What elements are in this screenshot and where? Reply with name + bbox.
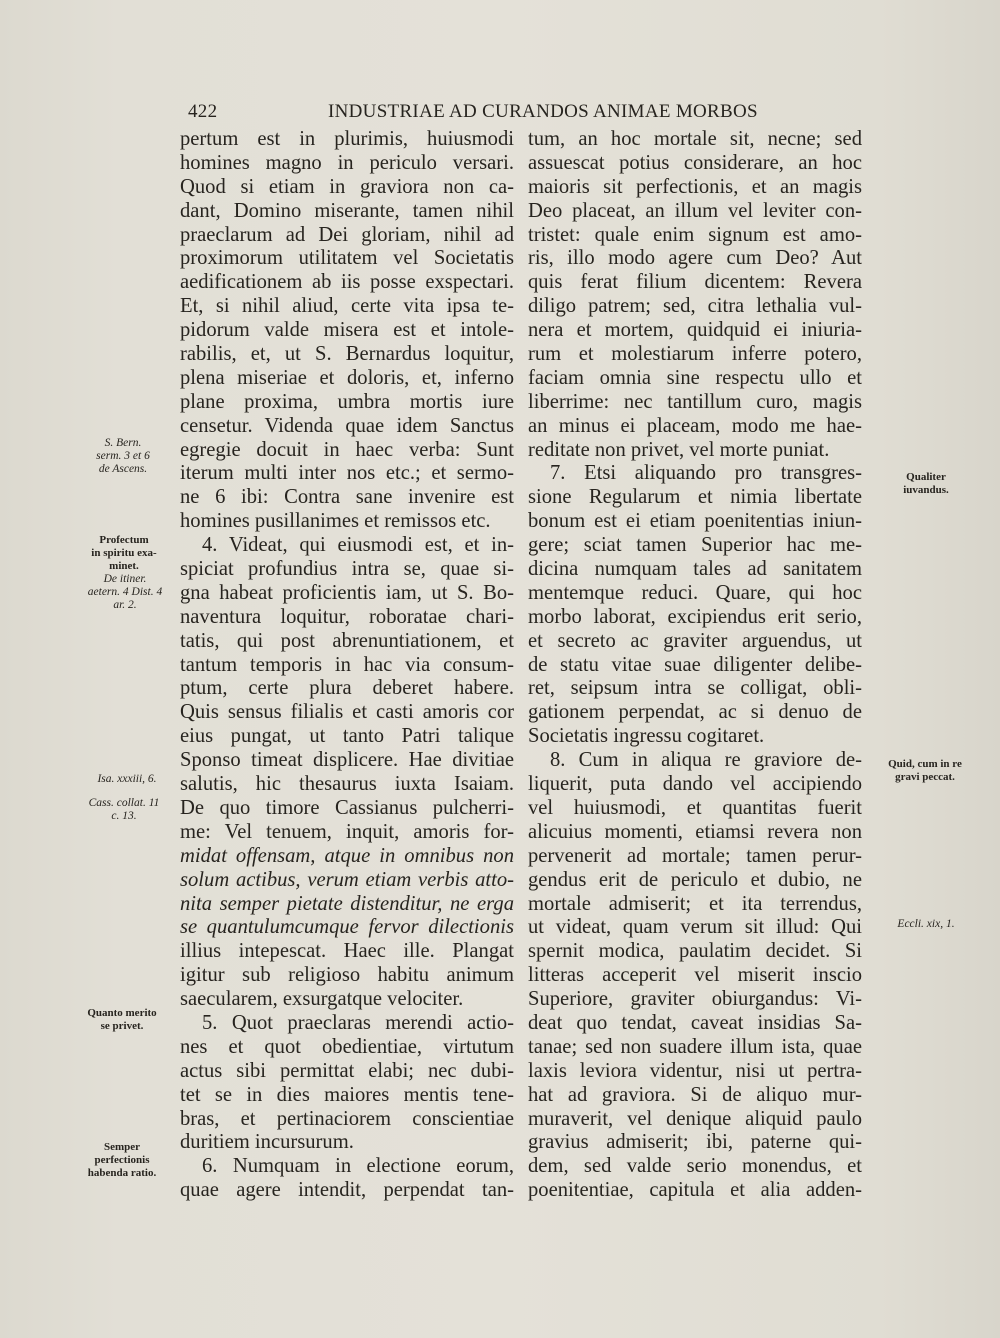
text-line: aedificationem ab iis posse exspectari. xyxy=(180,271,514,294)
margin-note-qualiter: Qualiter iuvandus. xyxy=(903,471,949,496)
text-line: faciam omnia sine respectu ullo et xyxy=(528,366,862,389)
text-line: ne 6 ibi: Contra sane invenire est xyxy=(180,486,514,509)
text-line: sione Regularum et nimia libertate xyxy=(528,486,862,509)
text-line: illius intepescat. Haec ille. Plangat xyxy=(180,940,514,963)
text-line: alicuius momenti, etiamsi revera non xyxy=(528,820,862,843)
text-line: deat quo tendat, caveat insidias Sa- xyxy=(528,1011,862,1034)
paragraph-start: 6. Numquam in electione eorum, xyxy=(202,1155,514,1178)
right-text-column xyxy=(528,128,862,1203)
text-line: gere; sciat tamen Superior hac me- xyxy=(528,534,862,557)
text-line: bonum est ei etiam poenitentias iniun- xyxy=(528,510,862,533)
text-line: Sponso timeat displicere. Hae divitiae xyxy=(180,749,514,772)
text-line: spernit modica, paulatim decidet. Si xyxy=(528,940,862,963)
text-line: Et, si nihil aliud, certe vita ipsa te- xyxy=(180,295,514,318)
margin-note-semper: Semper perfectionis habenda ratio. xyxy=(87,1141,157,1179)
text-line: liquerit, puta dando vel accipiendo xyxy=(528,773,862,796)
text-line: rabilis, et, ut S. Bernardus loquitur, xyxy=(180,343,514,366)
text-line: quae agere intendit, perpendat tan- xyxy=(180,1179,514,1202)
text-line: assuescat potius considerare, an hoc xyxy=(528,151,862,174)
running-head xyxy=(188,101,868,127)
margin-note-ecclesiasticus: Eccli. xix, 1. xyxy=(897,918,955,930)
text-line: naventura loquitur, roboratae chari- xyxy=(180,605,514,628)
text-line: proximorum utilitatem vel Societatis xyxy=(180,247,514,270)
text-line: et secreto ac graviter arguendus, ut xyxy=(528,629,862,652)
text-line: Societatis ingressu cogitaret. xyxy=(528,725,765,748)
text-line: hat ad graviora. Si de aliquo mur- xyxy=(528,1083,862,1106)
text-line: homines magno in periculo versari. xyxy=(180,151,514,174)
text-line: praeclarum ad Dei gloriam, nihil ad xyxy=(180,223,514,246)
paragraph-start: 7. Etsi aliquando pro transgres- xyxy=(550,462,862,485)
text-line: tet se in dies maiores mentis tene- xyxy=(180,1083,514,1106)
margin-note-cassian: Cass. collat. 11 c. 13. xyxy=(88,797,160,822)
text-line: saecularem, exsurgatque velociter. xyxy=(180,988,464,1011)
text-line: tanae; sed non suadere illum ista, quae xyxy=(528,1035,862,1058)
quoted-text-line: solum actibus, verum etiam verbis atto- xyxy=(180,868,514,891)
text-line: ris, illo modo agere cum Deo? Aut xyxy=(528,247,862,270)
text-line: de statu vitae suae diligenter delibe- xyxy=(528,653,862,676)
text-line: actus sibi permittat elabi; nec dubi- xyxy=(180,1059,514,1082)
paragraph-start: 4. Videat, qui eiusmodi est, et in- xyxy=(202,534,514,557)
paragraph-start: 5. Quot praeclaras merendi actio- xyxy=(202,1011,514,1034)
text-line: spiciat profundius intra se, quae si- xyxy=(180,558,514,581)
margin-note-quid-cum: Quid, cum in re gravi peccat. xyxy=(888,758,962,783)
text-line: mortale admiserit; et ita terrendus, xyxy=(528,892,862,915)
text-line: maioris sit perfectionis, et an magis xyxy=(528,175,862,198)
text-line: dicina numquam tales ad sanitatem xyxy=(528,558,862,581)
quoted-text-line: se quantulumcumque fervor dilectionis xyxy=(180,916,514,939)
text-line: igitur sub religioso habitu animum xyxy=(180,964,514,987)
text-line: pertum est in plurimis, huiusmodi xyxy=(180,128,514,150)
text-line: liberrime: nec tantillum curo, magis xyxy=(528,390,862,413)
text-line: morbo laborat, excipiendus erit serio, xyxy=(528,605,862,628)
text-line: mentemque reduci. Quare, qui hoc xyxy=(528,581,862,604)
page-number: 422 xyxy=(188,101,218,122)
text-line: Deo placeat, an illum vel leviter con- xyxy=(528,199,862,222)
left-text-column xyxy=(180,128,514,1203)
text-line: me: Vel tenuem, inquit, amoris for- xyxy=(180,820,514,843)
quoted-text-line: midat offensam, atque in omnibus non xyxy=(180,844,514,867)
text-line: ut videat, quam verum sit illud: Qui xyxy=(528,916,862,939)
text-line: Superiore, graviter obiurgandus: Vi- xyxy=(528,988,862,1011)
text-line: eius pungat, ut tanto Patri talique xyxy=(180,725,514,748)
text-line: pidorum valde misera est et intole- xyxy=(180,319,514,342)
text-line: diligo patrem; sed, citra lethalia vul- xyxy=(528,295,862,318)
text-line: duritiem incursurum. xyxy=(180,1131,354,1154)
text-line: nes et quot obedientiae, virtutum xyxy=(180,1035,514,1058)
text-line: gendus erit de periculo et dubio, ne xyxy=(528,868,862,891)
text-line: ret, seipsum intra se colligat, obli- xyxy=(528,677,862,700)
text-line: tum, an hoc mortale sit, necne; sed xyxy=(528,128,862,150)
text-line: tristet: quale enim signum est amo- xyxy=(528,223,862,246)
margin-note-profectum: Profectum in spiritu exa- minet. xyxy=(91,534,157,572)
text-line: iterum multi inter nos etc.; et sermo- xyxy=(180,462,514,485)
text-line: ptum, certe plura deberet habere. xyxy=(180,677,514,700)
text-line: censetur. Videnda quae idem Sanctus xyxy=(180,414,514,437)
text-line: muraverit, vel denique aliquid paulo xyxy=(528,1107,862,1130)
text-line: reditate non privet, vel morte puniat. xyxy=(528,438,830,461)
text-line: quis ferat filium dicentem: Revera xyxy=(528,271,862,294)
text-line: dant, Domino miserante, tamen nihil xyxy=(180,199,514,222)
text-line: rum et molestiarum inferre potero, xyxy=(528,343,862,366)
text-line: plane proxima, umbra mortis iure xyxy=(180,390,514,413)
text-line: De quo timore Cassianus pulcherri- xyxy=(180,796,514,819)
text-line: homines pusillanimes et remissos etc. xyxy=(180,510,491,533)
text-line: bras, et pertinaciorem conscientiae xyxy=(180,1107,514,1130)
text-line: an minus ei placeam, modo me hae- xyxy=(528,414,862,437)
text-line: egregie docuit in haec verba: Sunt xyxy=(180,438,514,461)
text-line: litteras acceperit vel miserit inscio xyxy=(528,964,862,987)
text-line: pervenerit ad mortale; tamen perur- xyxy=(528,844,862,867)
text-line: dem, sed valde serio monendus, et xyxy=(528,1155,862,1178)
text-line: gationem perpendat, ac si denuo de xyxy=(528,701,862,724)
quoted-text-line: nita semper pietate distenditur, ne erga xyxy=(180,892,514,915)
text-line: salutis, hic thesaurus iuxta Isaiam. xyxy=(180,773,514,796)
running-title: INDUSTRIAE AD CURANDOS ANIMAE MORBOS xyxy=(328,101,758,122)
text-line: Quis sensus filialis et casti amoris cor xyxy=(180,701,514,724)
margin-note-quanto-merito: Quanto merito se privet. xyxy=(87,1007,157,1032)
text-line: tantum temporis in hac via consum- xyxy=(180,653,514,676)
margin-note-itinerarium: De itiner. aetern. 4 Dist. 4 ar. 2. xyxy=(87,573,163,611)
text-line: plena miseriae et doloris, et, inferno xyxy=(180,366,514,389)
margin-note-isaiah: Isa. xxxiii, 6. xyxy=(97,773,157,785)
text-line: tatis, qui post abrenuntiationem, et xyxy=(180,629,514,652)
text-line: laxis leviora videntur, nisi ut pertra- xyxy=(528,1059,862,1082)
paragraph-start: 8. Cum in aliqua re graviore de- xyxy=(550,749,862,772)
text-line: vel huiusmodi, et quantitas fuerit xyxy=(528,796,862,819)
text-line: poenitentiae, capitula et alia adden- xyxy=(528,1179,862,1202)
text-line: gravius admiserit; ibi, paterne qui- xyxy=(528,1131,862,1154)
text-line: Quod si etiam in graviora non ca- xyxy=(180,175,514,198)
margin-note-bernard: S. Bern. serm. 3 et 6 de Ascens. xyxy=(96,437,150,475)
text-line: gna habeat proficientis iam, ut S. Bo- xyxy=(180,581,514,604)
text-line: nera et mortem, quidquid ei iniuria- xyxy=(528,319,862,342)
